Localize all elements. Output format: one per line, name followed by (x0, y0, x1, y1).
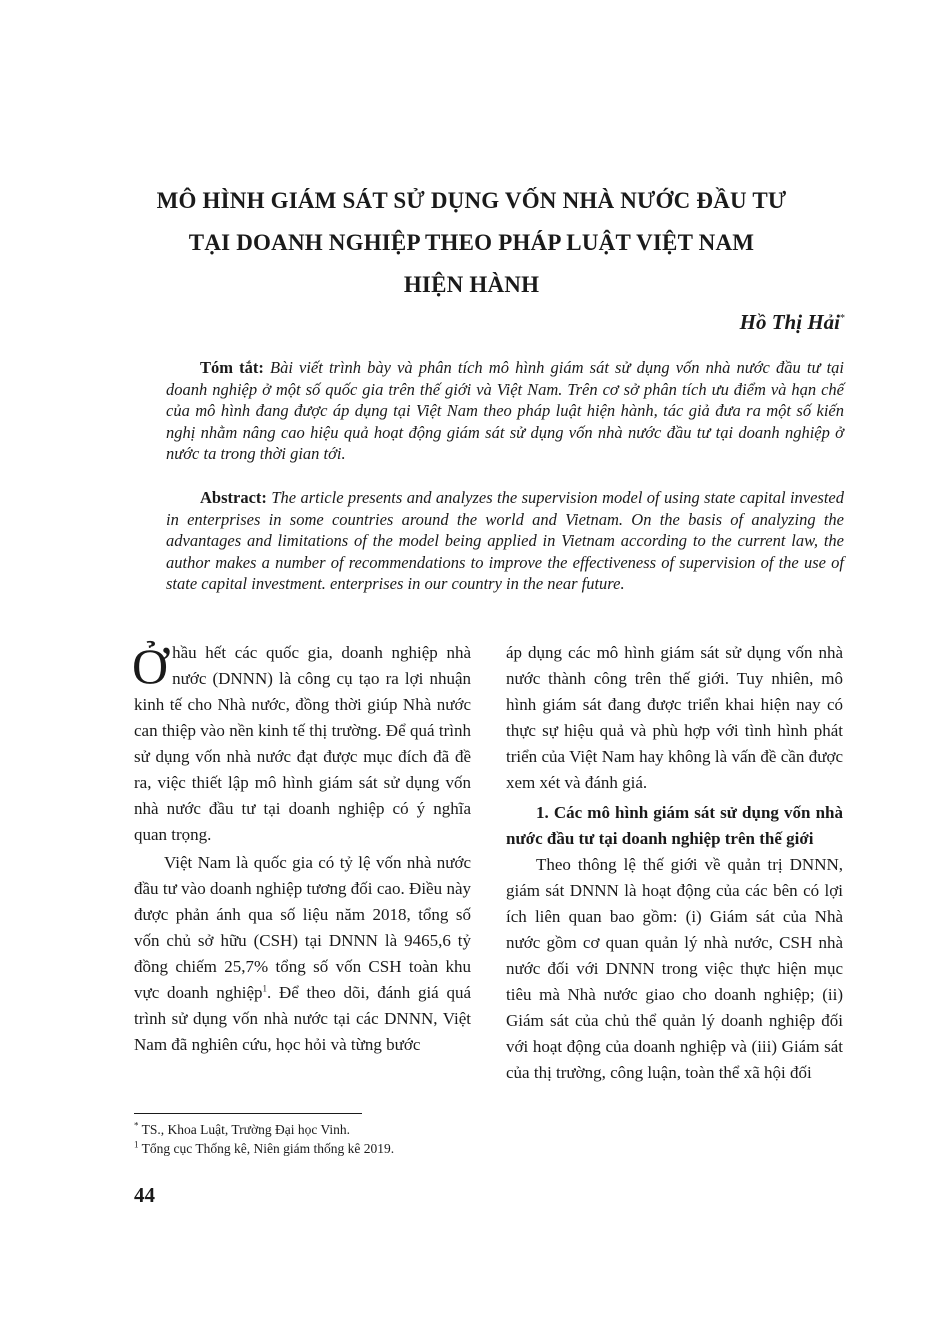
author-footnote-mark: * (840, 313, 845, 324)
paragraph-continued: áp dụng các mô hình giám sát sử dụng vốn nhà nước thành công trên thế giới. Tuy nhiên, mô hình giám sát đang được triển khai hiện nay có thực sự hiệu quả và phù hợp với tình hình phát triển của Việt Nam hay không là vấn đề cần được xem xét và đánh giá. (506, 643, 843, 792)
abstract-vietnamese (166, 357, 844, 465)
footnote-divider (134, 1113, 362, 1114)
page-number: 44 (134, 1183, 155, 1207)
paragraph-supervision: Theo thông lệ thế giới về quản trị DNNN, giám sát DNNN là hoạt động của các bên có lợi ích liên quan bao gồm: (i) Giám sát của Nhà nước gồm cơ quan quản lý nhà nước, CSH nhà nước đối với DNNN trong việc thực hiện mục tiêu mà Nhà nước giao cho doanh nghiệp; (ii) Giám sát của chủ thể quản lý doanh nghiệp đối với hoạt động của doanh nghiệp và (iii) Giám sát của thị trường, công luận, toàn thể xã hội đối (506, 855, 843, 1082)
paragraph-intro-text: hầu hết các quốc gia, doanh nghiệp nhà nước (DNNN) là công cụ tạo ra lợi nhuận kinh tế cho Nhà nước, đồng thời giúp Nhà nước can thiệp vào nền kinh tế thị trường. Để quá trình sử dụng vốn nhà nước đạt được mục đích đã đề ra, việc thiết lập mô hình giám sát sử dụng vốn nhà nước đầu tư tại doanh nghiệp có ý nghĩa quan trọng. (134, 643, 471, 844)
section-heading-1: 1. Các mô hình giám sát sử dụng vốn nhà nước đầu tư tại doanh nghiệp trên thế giới (506, 803, 843, 848)
paragraph-vietnam (134, 850, 471, 1058)
article-title (120, 180, 823, 306)
author-name: Hồ Thị Hải (739, 310, 840, 334)
footnote-1: $^1$ Tổng cục Thống kê, Niên giám thống kê 2019. (134, 1139, 395, 1156)
abstract-english (166, 487, 844, 595)
abstract-vi-text: Bài viết trình bày và phân tích mô hình giám sát sử dụng vốn nhà nước đầu tư tại doanh nghiệp ở một số quốc gia trên thế giới và Việt Nam. Trên cơ sở phân tích ưu điểm và hạn chế của mô hình đang được áp dụng tại Việt Nam theo pháp luật hiện hành, tác giả đưa ra một số kiến nghị nhằm nâng cao hiệu quả hoạt động giám sát sử dụng vốn nhà nước đầu tư tại doanh nghiệp ở nước ta trong thời gian tới. (166, 358, 845, 464)
paragraph-intro (134, 640, 471, 848)
abstract-en-label: Abstract: (200, 488, 267, 507)
paragraph-vietnam-text-a: Việt Nam là quốc gia có tỷ lệ vốn nhà nước đầu tư vào doanh nghiệp tương đối cao. Điều này được phản ánh qua số liệu năm 2018, tổng số vốn chủ sở hữu (CSH) tại DNNN là 9465,6 tỷ đồng chiếm 25,7% tổng số vốn CSH toàn khu vực doanh nghiệp (134, 853, 471, 1002)
title-line-3: HIỆN HÀNH (403, 272, 540, 297)
author (740, 310, 845, 335)
body-column-right (506, 640, 843, 1086)
title-line-2: TẠI DOANH NGHIỆP THEO PHÁP LUẬT VIỆT NAM (188, 230, 755, 255)
drop-cap: Ở (132, 638, 169, 694)
abstract-en-text: The article presents and analyzes the supervision model of using state capital invested in enterprises in some countries around the world and Vietnam. On the basis of analyzing the advantages and limitations of the model being applied in Vietnam according to the current law, the author makes a number of recommendations to improve the effectiveness of supervision of the use of state capital investment. enterprises in our country in the near future. (166, 488, 845, 594)
body-column-left (134, 640, 471, 1058)
footnotes (134, 1120, 474, 1158)
paragraph-vietnam-text-b: . Để theo dõi, đánh giá quá trình sử dụng vốn nhà nước tại các DNNN, Việt Nam đã nghiên cứu, học hỏi và từng bước (134, 983, 471, 1054)
footnote-ref-1: 1 (262, 983, 268, 994)
footnote-author: * TS., Khoa Luật, Trường Đại học Vinh. (134, 1120, 351, 1137)
title-line-1: MÔ HÌNH GIÁM SÁT SỬ DỤNG VỐN NHÀ NƯỚC ĐẦU TƯ (156, 188, 787, 213)
abstract-vi-label: Tóm tắt: (200, 358, 264, 377)
